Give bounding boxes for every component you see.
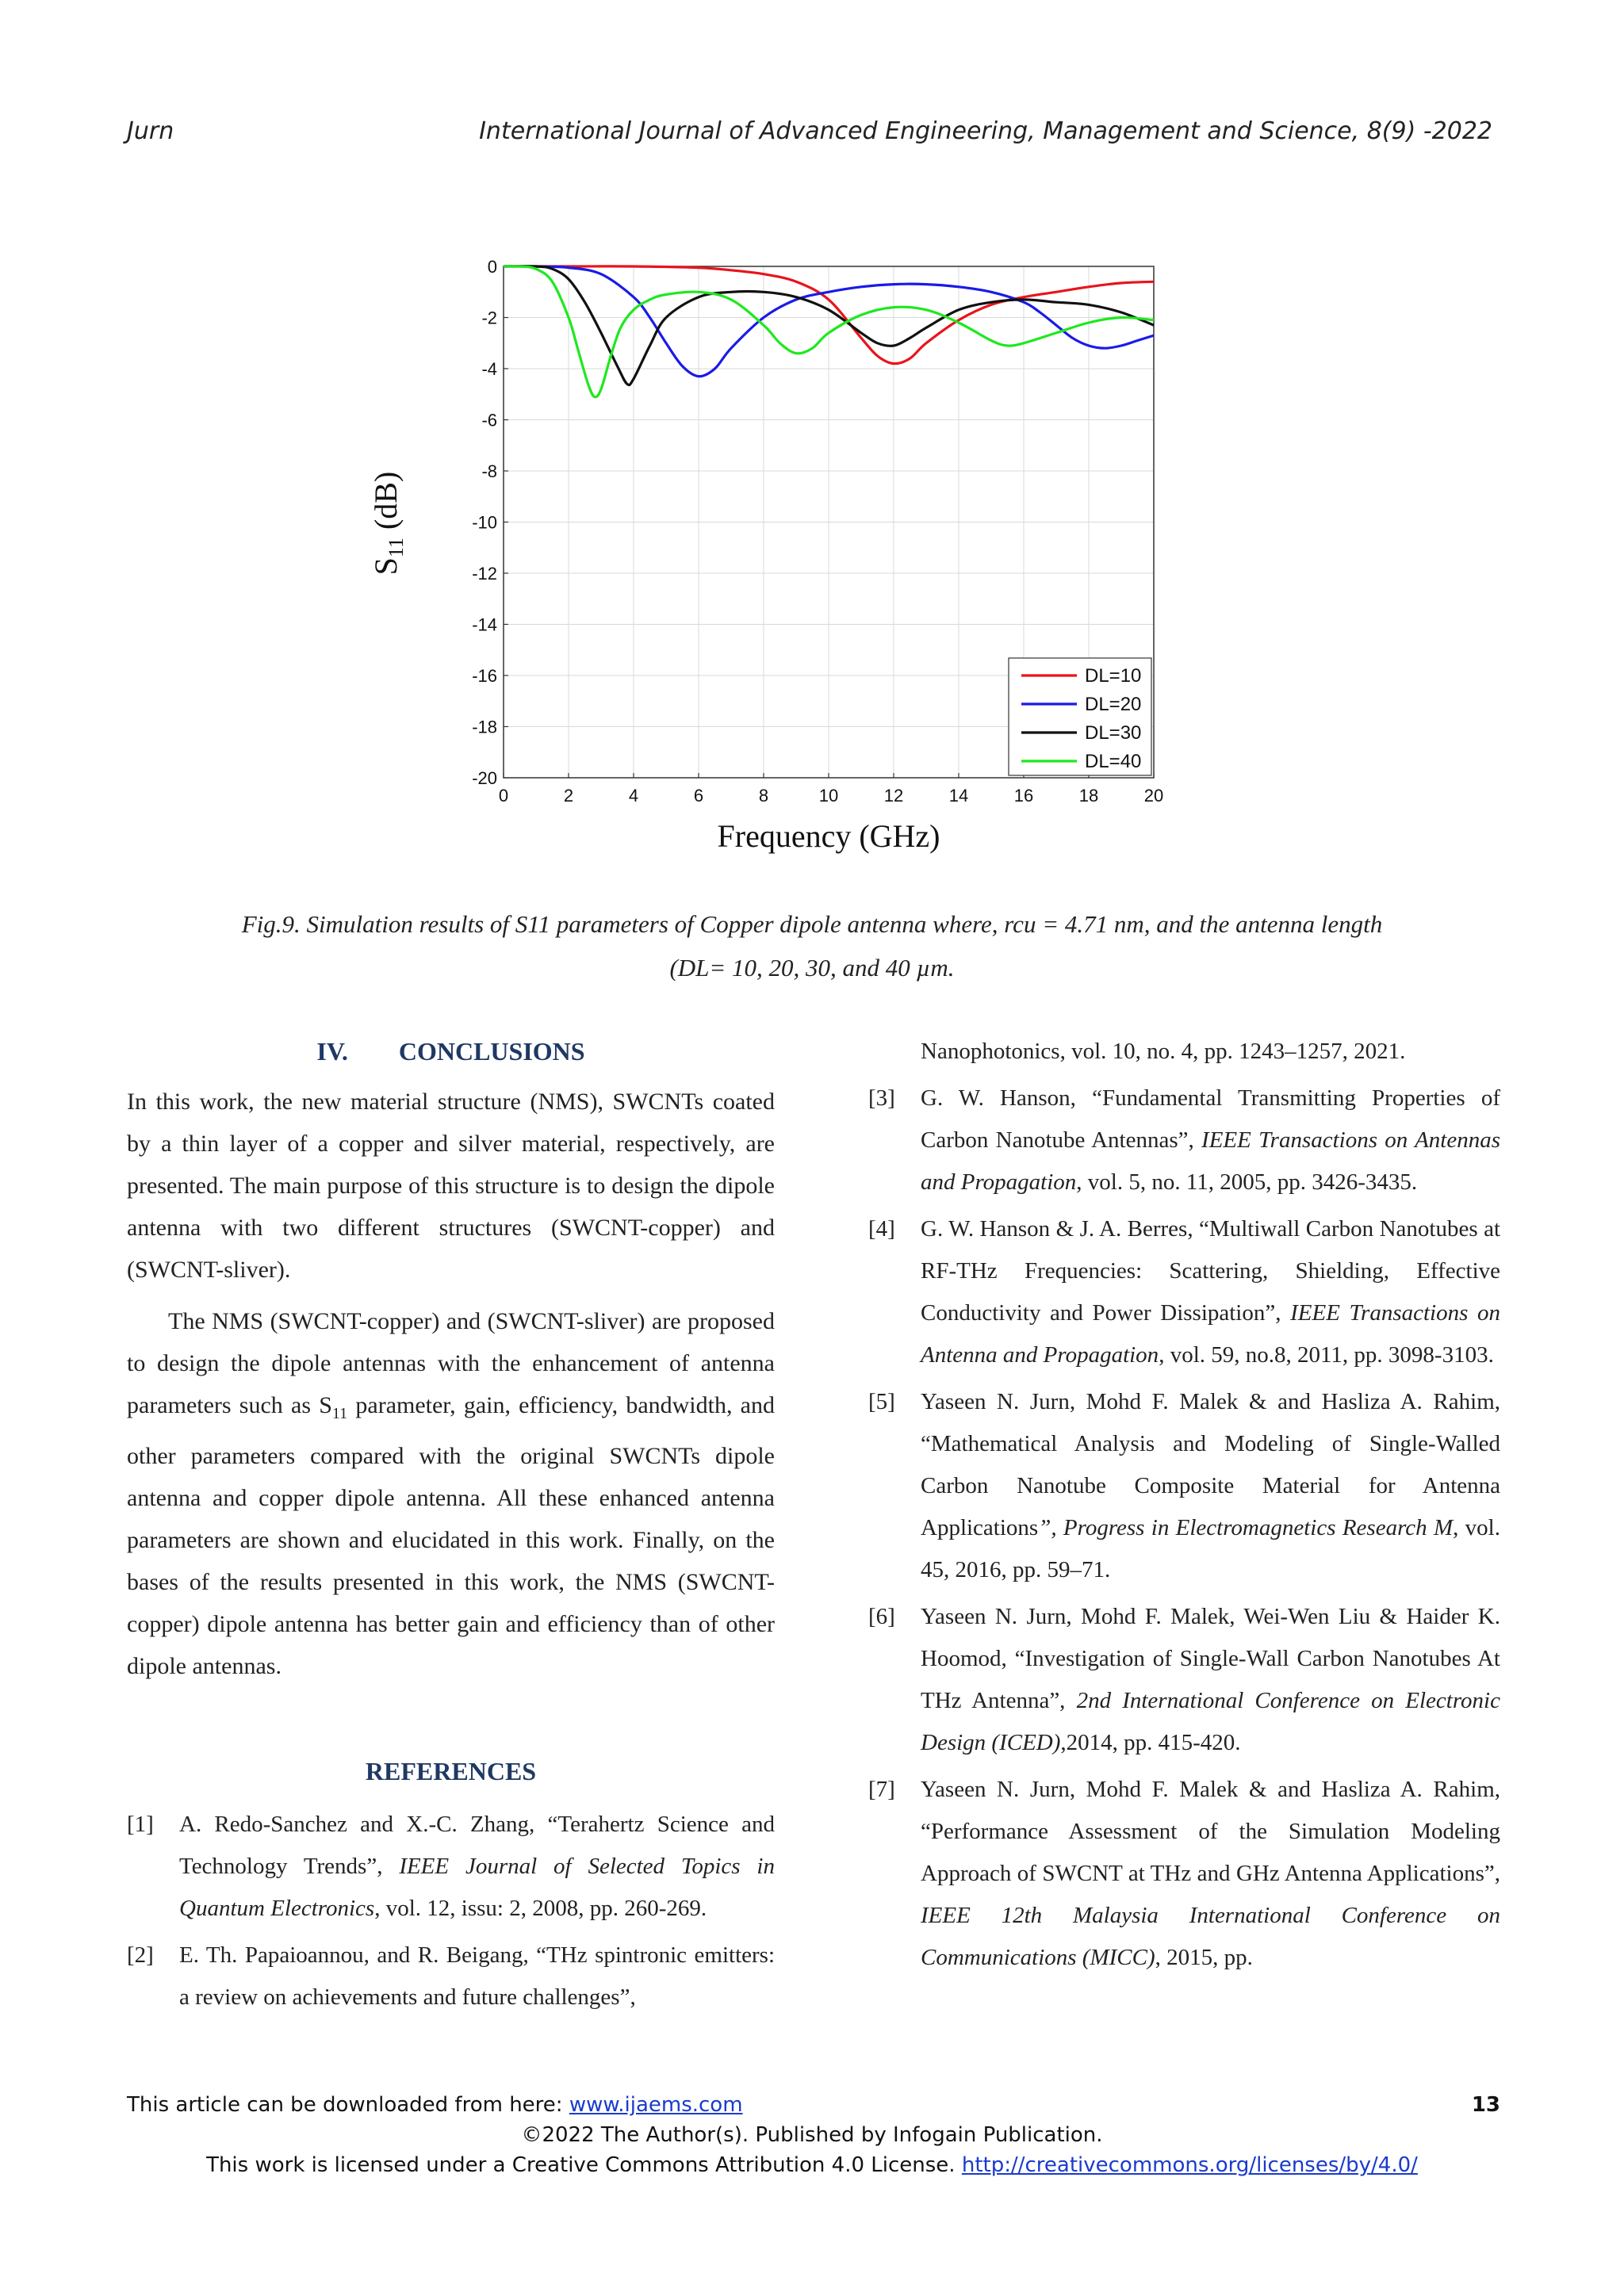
reference-6: [6] Yaseen N. Jurn, Mohd F. Malek, Wei-Wen Liu & Haider K. Hoomod, “Investigation of Single-Wall Carbon Nanotubes At THz Antenna”, 2nd International Conference on Electronic Design (ICED),2014, pp. 415-420. [868,1604,1500,1755]
left-column [127,1031,775,2023]
reference-4: [4] G. W. Hanson & J. A. Berres, “Multiwall Carbon Nanotubes at RF-THz Frequencies: Scattering, Shielding, Effective Conductivity and Power Dissipation”, IEEE Transactions on Antenna and Propagation, vol. 59, no.8, 2011, pp. 3098-3103. [868,1216,1501,1368]
y-tick-label: -4 [481,359,497,379]
footer-license-text: This work is licensed under a Creative Commons Attribution 4.0 License. [206,2153,962,2177]
y-axis-label-unit: (dB) [368,471,404,538]
reference-2-continued: Nanophotonics, vol. 10, no. 4, pp. 1243–1257, 2021. [921,1039,1406,1064]
running-header-journal: International Journal of Advanced Engineering, Management and Science, 8(9) -2022 [479,117,1492,145]
y-axis-label [368,472,408,576]
running-header-author: Jurn [127,117,174,145]
x-tick-label: 2 [563,786,574,806]
y-tick-label: -2 [481,308,497,328]
section-title: CONCLUSIONS [398,1037,585,1066]
reference-2: [2] E. Th. Papaioannou, and R. Beigang, “THz spintronic emitters: a review on achievements and future challenges”, [127,1942,775,2010]
y-axis-label-sub: 11 [385,538,408,558]
y-tick-label: -12 [472,564,497,584]
footer-download-text: This article can be downloaded from here: [127,2093,569,2117]
footer-download-line [127,2093,1500,2117]
reference-3: [3] G. W. Hanson, “Fundamental Transmitting Properties of Carbon Nanotube Antennas”, IEEE Transactions on Antennas and Propagation, vol. 5, no. 11, 2005, pp. 3426-3435. [868,1085,1500,1195]
section-number: IV. [316,1037,348,1066]
x-tick-label: 20 [1143,786,1164,806]
page-number: 13 [1471,2093,1500,2117]
x-tick-label: 10 [818,786,839,806]
license-link[interactable]: http://creativecommons.org/licenses/by/4.0/ [961,2153,1418,2177]
y-tick-label: -8 [481,461,497,481]
footer-copyright: ©2022 The Author(s). Published by Infogain Publication. [521,2123,1103,2147]
figure-caption [159,902,1465,989]
references-heading: REFERENCES [365,1757,537,1785]
x-tick-label: 16 [1013,786,1034,806]
footer-license-line [0,2153,1624,2177]
conclusions-paragraph-2: The NMS (SWCNT-copper) and (SWCNT-sliver) are proposed to design the dipole antennas with the enhancement of antenna parameters such as $S_{11}$ parameter, gain, efficiency, bandwidth, and other parameters compared with the original SWCNTs dipole antenna and copper dipole antenna. All these enhanced antenna parameters are shown and elucidated in this work. Finally, on the bases of the results presented in this work, the NMS (SWCNT-copper) dipole antenna has better gain and efficiency than of other dipole antennas. [127,1308,775,1679]
x-tick-label: 8 [758,786,769,806]
legend-label: DL=30 [1085,722,1142,744]
y-tick-label: -10 [472,512,497,533]
figure-9-chart [349,238,1253,872]
y-tick-label: 0 [487,257,497,277]
x-tick-label: 4 [628,786,639,806]
x-tick-label: 6 [693,786,704,806]
right-column [868,1031,1500,1984]
chart-legend [1009,658,1151,775]
reference-5: [5] Yaseen N. Jurn, Mohd F. Malek & and Hasliza A. Rahim, “Mathematical Analysis and Modeling of Single-Walled Carbon Nanotube Composite Material for Antenna Applications”, Progress in Electromagnetics Research M, vol. 45, 2016, pp. 59–71. [868,1389,1500,1582]
section-heading-conclusions [127,1031,775,1073]
y-tick-label: -18 [472,717,497,737]
y-tick-label: -16 [472,666,497,686]
legend-label: DL=40 [1085,751,1142,772]
caption-line-1: Fig.9. Simulation results of S11 parameters of Copper dipole antenna where, rcu = 4.71 nm, and the antenna length [241,910,1383,938]
x-tick-label: 14 [948,786,969,806]
y-axis-label-main: S [368,557,404,576]
conclusions-paragraph-1: In this work, the new material structure (NMS), SWCNTs coated by a thin layer of a copper and silver material, respectively, are presented. The main purpose of this structure is to design the dipole antenna with two different structures (SWCNT-copper) and (SWCNT-sliver). [127,1089,775,1283]
x-tick-label: 12 [883,786,904,806]
caption-line-2: (DL= 10, 20, 30, and 40 µm. [669,954,955,982]
reference-1: [1] A. Redo-Sanchez and X.-C. Zhang, “Terahertz Science and Technology Trends”, IEEE Journal of Selected Topics in Quantum Electronics, vol. 12, issu: 2, 2008, pp. 260-269. [127,1812,775,1921]
x-axis-label: Frequency (GHz) [717,818,940,854]
legend-label: DL=10 [1085,665,1142,687]
y-tick-label: -6 [481,410,497,430]
s11-line-chart [349,238,1253,872]
journal-website-link[interactable]: www.ijaems.com [569,2093,743,2117]
y-tick-label: -14 [472,614,497,635]
reference-7: [7] Yaseen N. Jurn, Mohd F. Malek & and Hasliza A. Rahim, “Performance Assessment of the Simulation Modeling Approach of SWCNT at THz and GHz Antenna Applications”, IEEE 12th Malaysia International Conference on Communications (MICC), 2015, pp. [868,1777,1500,1970]
y-tick-label: -20 [472,768,497,788]
y-axis-ticks [472,257,508,788]
x-tick-label: 18 [1078,786,1099,806]
legend-label: DL=20 [1085,694,1142,715]
x-tick-label: 0 [498,786,509,806]
